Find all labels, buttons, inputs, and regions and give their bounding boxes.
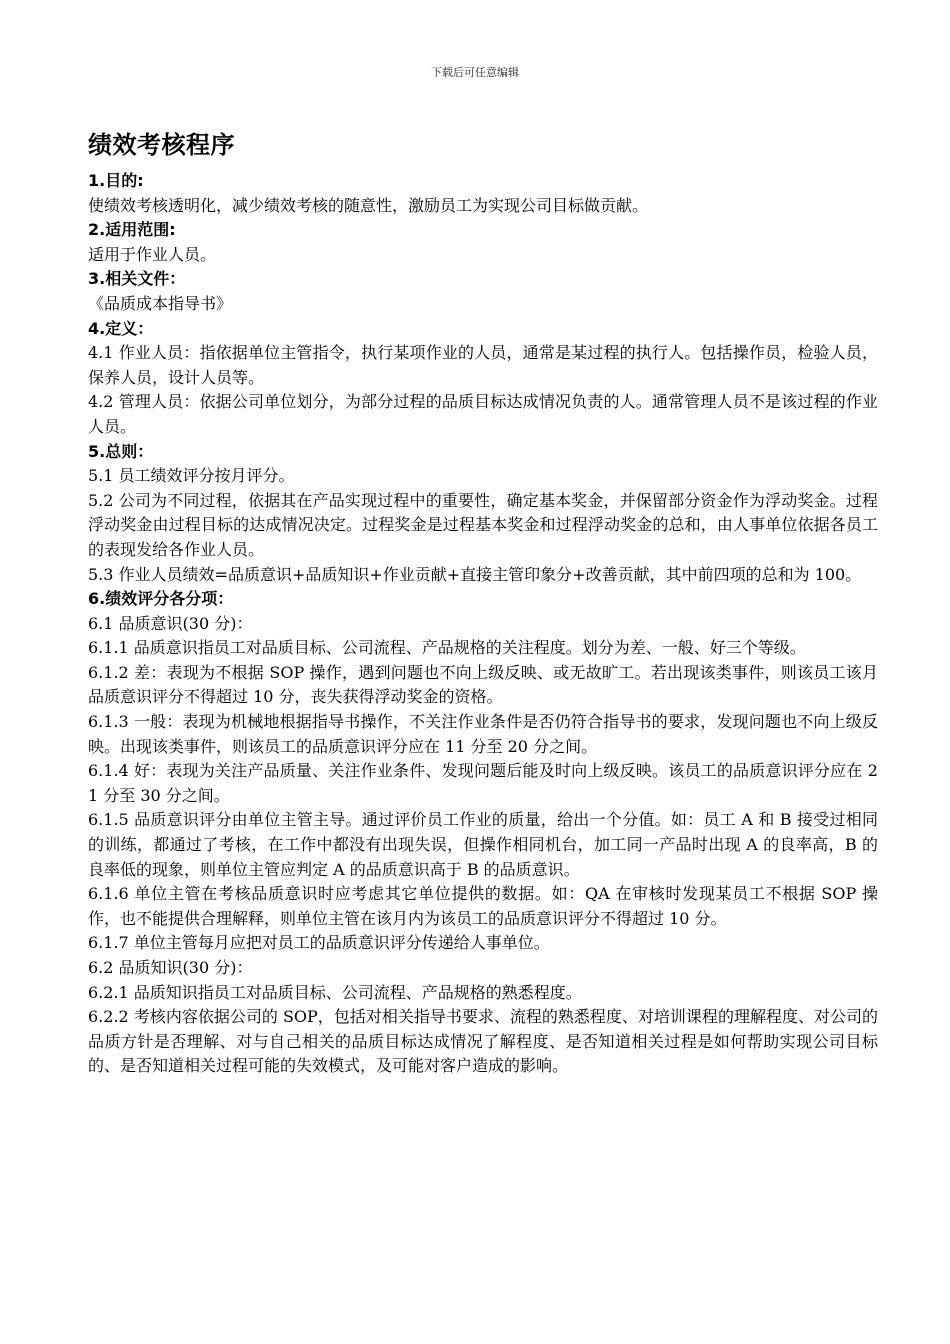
paragraph: 6.1.7 单位主管每月应把对员工的品质意识评分传递给人事单位。 [88,933,550,953]
paragraph: 6.2.1 品质知识指员工对品质目标、公司流程、产品规格的熟悉程度。 [88,982,582,1002]
paragraph: 5.3 作业人员绩效=品质意识+品质知识+作业贡献+直接主管印象分+改善贡献，其中前四项的总和为 100。 [88,564,862,584]
paragraph: 6.2 品质知识(30 分)： [88,958,253,977]
paragraph: 适用于作业人员。 [88,244,217,264]
paragraph: 6.1.3 一般：表现为机械地根据指导书操作，不关注作业条件是否仍符合指导书的要求，发现问题也不向上级反映。出现该类事件，则该员工的品质意识评分应在 11 分至 20 分之间。 [88,712,878,756]
paragraph: 6.1.5 品质意识评分由单位主管主导。通过评价员工作业的质量，给出一个分值。如：员工 A 和 B 接受过相同的训练，都通过了考核，在工作中都没有出现失误，但操作相同机台，加工同一产品时出现 A 的良率高，B 的良率低的现象，则单位主管应判定 A 的品质意识高于 B 的品质意识。 [88,810,878,879]
paragraph: 6.1.4 好：表现为关注产品质量、关注作业条件、发现问题后能及时向上级反映。该员工的品质意识评分应在 21 分至 30 分之间。 [88,761,878,805]
document-body [88,128,878,1079]
paragraph: 《品质成本指导书》 [88,293,233,313]
paragraph: 6.1.6 单位主管在考核品质意识时应考虑其它单位提供的数据。如：QA 在审核时发现某员工不根据 SOP 操作，也不能提供合理解释，则单位主管在该月内为该员工的品质意识评分不得超过 10 分。 [88,884,878,928]
section-heading-purpose: 1.目的: [88,171,144,190]
paragraph: 6.1.1 品质意识指员工对品质目标、公司流程、产品规格的关注程度。划分为差、一般、好三个等级。 [88,638,806,658]
section-heading-scope: 2.适用范围: [88,220,176,240]
paragraph: 4.1 作业人员：指依据单位主管指令，执行某项作业的人员，通常是某过程的执行人。包括操作员，检验人员，保养人员，设计人员等。 [88,343,878,387]
section-heading-related-docs: 3.相关文件： [88,269,186,289]
document-title: 绩效考核程序 [88,131,235,159]
header-note: 下载后可任意编辑 [431,66,519,79]
paragraph: 4.2 管理人员：依据公司单位划分，为部分过程的品质目标达成情况负责的人。通常管理人员不是该过程的作业人员。 [88,392,878,436]
paragraph: 5.2 公司为不同过程，依据其在产品实现过程中的重要性，确定基本奖金，并保留部分资金作为浮动奖金。过程浮动奖金由过程目标的达成情况决定。过程奖金是过程基本奖金和过程浮动奖金的总和，由人事单位依据各员工的表现发给各作业人员。 [88,490,878,559]
paragraph: 5.1 员工绩效评分按月评分。 [88,466,295,486]
section-heading-scoring-items: 6.绩效评分各分项： [88,589,234,609]
paragraph: 使绩效考核透明化，减少绩效考核的随意性，激励员工为实现公司目标做贡献。 [88,195,649,215]
section-heading-definitions: 4.定义： [88,318,154,338]
section-heading-general: 5.总则： [88,441,154,461]
paragraph: 6.1.2 差：表现为不根据 SOP 操作，遇到问题也不向上级反映、或无故旷工。若出现该类事件，则该员工该月品质意识评分不得超过 10 分，丧失获得浮动奖金的资格。 [88,662,878,707]
paragraph: 6.1 品质意识(30 分)： [88,613,253,633]
paragraph: 6.2.2 考核内容依据公司的 SOP，包括对相关指导书要求、流程的熟悉程度、对培训课程的理解程度、对公司的品质方针是否理解、对与自己相关的品质目标达成情况了解程度、是否知道相关过程是如何帮助实现公司目标的、是否知道相关过程可能的失效模式，及可能对客户造成的影响。 [88,1007,878,1076]
